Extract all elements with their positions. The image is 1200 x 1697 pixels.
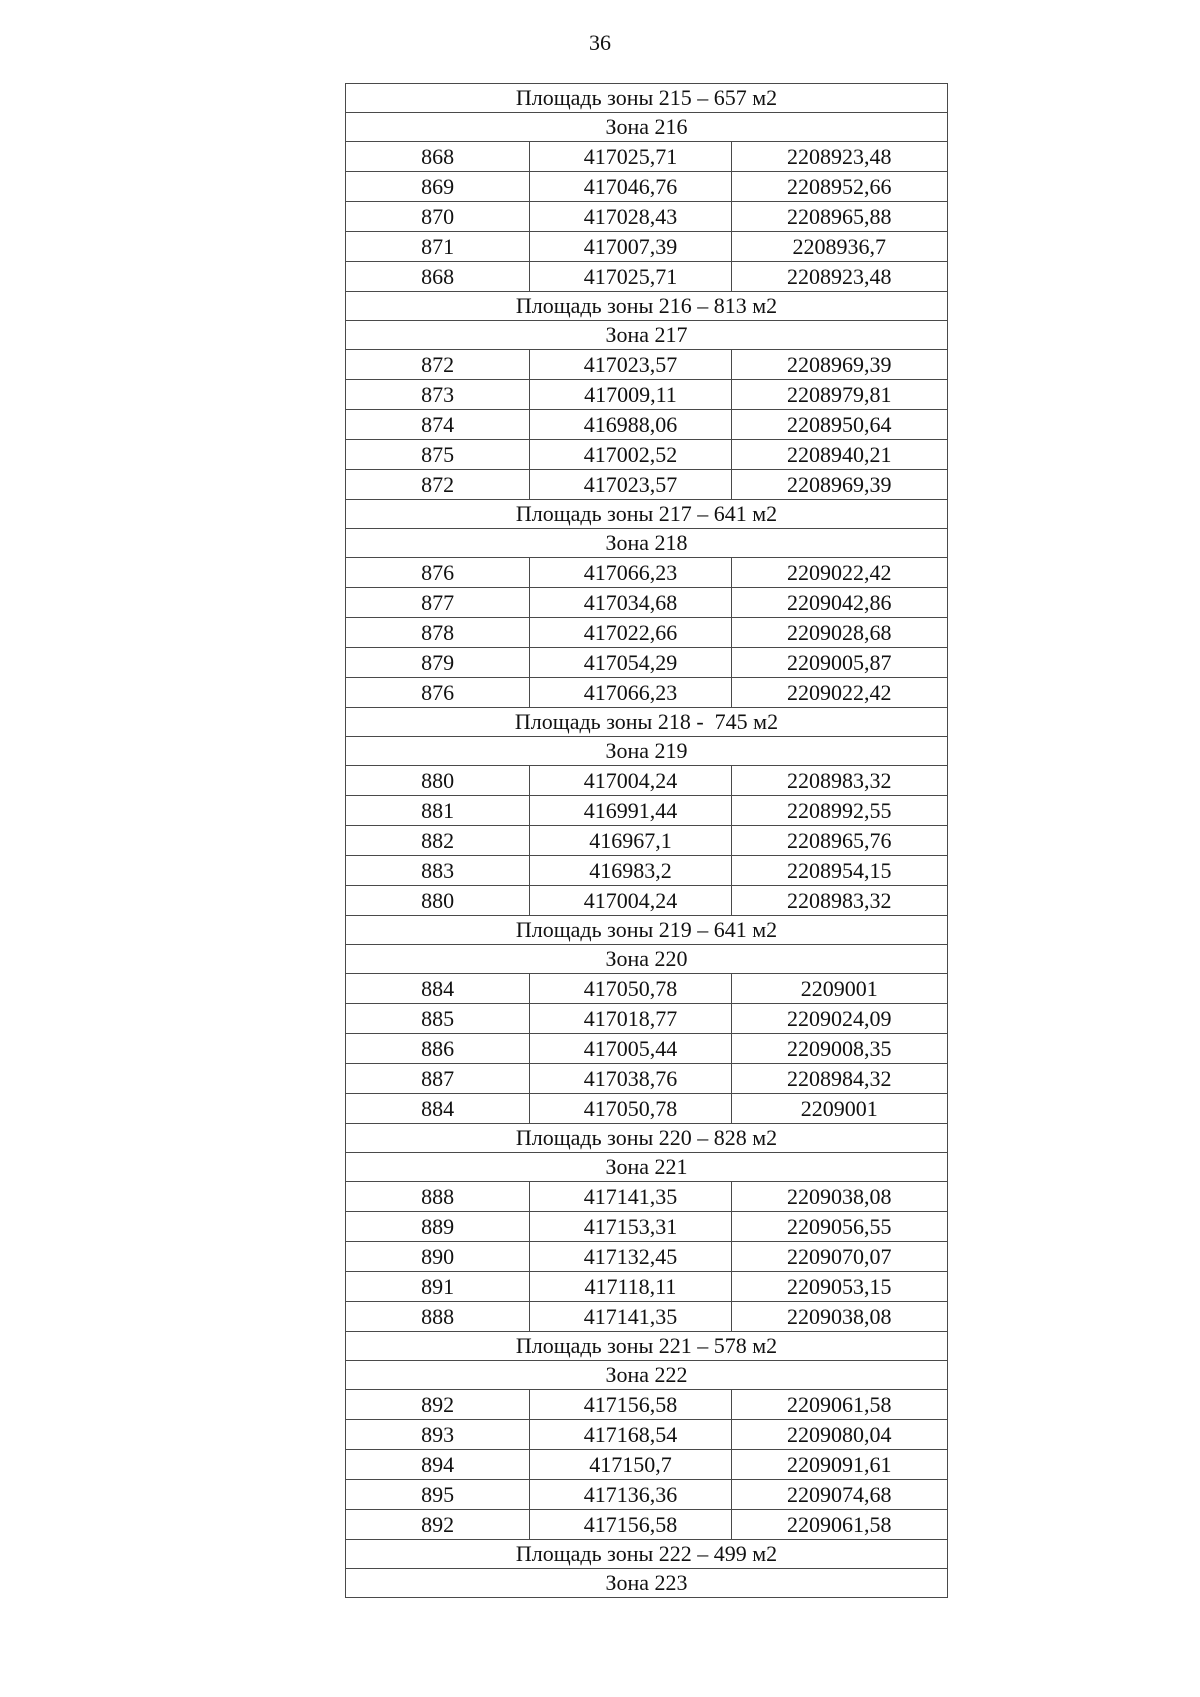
zone-area-label: Площадь зоны 222 – 499 м2: [346, 1540, 948, 1569]
y-coordinate-cell: 2209074,68: [731, 1480, 947, 1510]
zone-title: Зона 223: [346, 1569, 948, 1598]
point-row: [346, 826, 948, 856]
x-coordinate-cell: 416991,44: [530, 796, 731, 826]
point-number-cell: 877: [346, 588, 530, 618]
zone-area-row: [346, 292, 948, 321]
point-row: [346, 886, 948, 916]
x-coordinate-cell: 417132,45: [530, 1242, 731, 1272]
point-number-cell: 872: [346, 470, 530, 500]
x-coordinate-cell: 417023,57: [530, 350, 731, 380]
x-coordinate-cell: 417004,24: [530, 886, 731, 916]
point-number-cell: 876: [346, 678, 530, 708]
y-coordinate-cell: 2209056,55: [731, 1212, 947, 1242]
point-row: [346, 588, 948, 618]
zone-coordinates-table: [345, 83, 948, 1598]
point-number-cell: 881: [346, 796, 530, 826]
point-row: [346, 856, 948, 886]
point-row: [346, 1480, 948, 1510]
zone-area-row: [346, 916, 948, 945]
point-row: [346, 202, 948, 232]
point-row: [346, 232, 948, 262]
zone-area-row: [346, 1124, 948, 1153]
x-coordinate-cell: 416988,06: [530, 410, 731, 440]
point-row: [346, 1510, 948, 1540]
point-row: [346, 558, 948, 588]
zone-title: Зона 222: [346, 1361, 948, 1390]
point-row: [346, 648, 948, 678]
y-coordinate-cell: 2209028,68: [731, 618, 947, 648]
point-number-cell: 893: [346, 1420, 530, 1450]
zone-area-label: Площадь зоны 220 – 828 м2: [346, 1124, 948, 1153]
x-coordinate-cell: 417156,58: [530, 1510, 731, 1540]
y-coordinate-cell: 2209038,08: [731, 1182, 947, 1212]
zone-area-label: Площадь зоны 219 – 641 м2: [346, 916, 948, 945]
point-row: [346, 350, 948, 380]
y-coordinate-cell: 2209053,15: [731, 1272, 947, 1302]
y-coordinate-cell: 2209001: [731, 1094, 947, 1124]
y-coordinate-cell: 2208983,32: [731, 766, 947, 796]
y-coordinate-cell: 2208969,39: [731, 470, 947, 500]
x-coordinate-cell: 417066,23: [530, 678, 731, 708]
point-row: [346, 796, 948, 826]
point-number-cell: 885: [346, 1004, 530, 1034]
y-coordinate-cell: 2209080,04: [731, 1420, 947, 1450]
zone-header-row: [346, 737, 948, 766]
point-row: [346, 766, 948, 796]
point-row: [346, 172, 948, 202]
x-coordinate-cell: 417025,71: [530, 262, 731, 292]
point-number-cell: 870: [346, 202, 530, 232]
point-number-cell: 884: [346, 1094, 530, 1124]
zone-title: Зона 220: [346, 945, 948, 974]
y-coordinate-cell: 2208965,76: [731, 826, 947, 856]
x-coordinate-cell: 417009,11: [530, 380, 731, 410]
y-coordinate-cell: 2209001: [731, 974, 947, 1004]
zone-area-row: [346, 1332, 948, 1361]
point-row: [346, 1064, 948, 1094]
point-number-cell: 875: [346, 440, 530, 470]
y-coordinate-cell: 2208950,64: [731, 410, 947, 440]
x-coordinate-cell: 417156,58: [530, 1390, 731, 1420]
point-number-cell: 878: [346, 618, 530, 648]
point-row: [346, 1302, 948, 1332]
point-number-cell: 872: [346, 350, 530, 380]
point-row: [346, 1004, 948, 1034]
point-number-cell: 895: [346, 1480, 530, 1510]
zone-area-row: [346, 1540, 948, 1569]
y-coordinate-cell: 2208992,55: [731, 796, 947, 826]
y-coordinate-cell: 2208923,48: [731, 262, 947, 292]
y-coordinate-cell: 2208965,88: [731, 202, 947, 232]
zone-header-row: [346, 321, 948, 350]
x-coordinate-cell: 417005,44: [530, 1034, 731, 1064]
x-coordinate-cell: 417025,71: [530, 142, 731, 172]
point-row: [346, 618, 948, 648]
y-coordinate-cell: 2209042,86: [731, 588, 947, 618]
point-row: [346, 678, 948, 708]
zone-title: Зона 218: [346, 529, 948, 558]
y-coordinate-cell: 2208936,7: [731, 232, 947, 262]
y-coordinate-cell: 2208984,32: [731, 1064, 947, 1094]
point-number-cell: 871: [346, 232, 530, 262]
zone-title: Зона 219: [346, 737, 948, 766]
x-coordinate-cell: 417034,68: [530, 588, 731, 618]
point-number-cell: 884: [346, 974, 530, 1004]
point-number-cell: 880: [346, 766, 530, 796]
point-row: [346, 1034, 948, 1064]
zone-header-row: [346, 1361, 948, 1390]
point-number-cell: 892: [346, 1510, 530, 1540]
x-coordinate-cell: 417022,66: [530, 618, 731, 648]
zone-area-label: Площадь зоны 221 – 578 м2: [346, 1332, 948, 1361]
y-coordinate-cell: 2209005,87: [731, 648, 947, 678]
point-number-cell: 869: [346, 172, 530, 202]
point-number-cell: 892: [346, 1390, 530, 1420]
point-row: [346, 1272, 948, 1302]
x-coordinate-cell: 417046,76: [530, 172, 731, 202]
point-row: [346, 470, 948, 500]
zone-area-row: [346, 708, 948, 737]
zone-header-row: [346, 945, 948, 974]
y-coordinate-cell: 2208983,32: [731, 886, 947, 916]
y-coordinate-cell: 2208952,66: [731, 172, 947, 202]
point-number-cell: 888: [346, 1182, 530, 1212]
x-coordinate-cell: 416967,1: [530, 826, 731, 856]
y-coordinate-cell: 2209024,09: [731, 1004, 947, 1034]
x-coordinate-cell: 417150,7: [530, 1450, 731, 1480]
zone-area-row: [346, 84, 948, 113]
y-coordinate-cell: 2209022,42: [731, 678, 947, 708]
x-coordinate-cell: 417136,36: [530, 1480, 731, 1510]
point-number-cell: 887: [346, 1064, 530, 1094]
point-row: [346, 440, 948, 470]
zone-area-label: Площадь зоны 218 - 745 м2: [346, 708, 948, 737]
x-coordinate-cell: 417038,76: [530, 1064, 731, 1094]
zone-title: Зона 216: [346, 113, 948, 142]
point-row: [346, 974, 948, 1004]
y-coordinate-cell: 2209091,61: [731, 1450, 947, 1480]
x-coordinate-cell: 417054,29: [530, 648, 731, 678]
point-row: [346, 1094, 948, 1124]
page-number: 36: [589, 30, 611, 55]
point-number-cell: 873: [346, 380, 530, 410]
zone-header-row: [346, 113, 948, 142]
x-coordinate-cell: 417153,31: [530, 1212, 731, 1242]
x-coordinate-cell: 417023,57: [530, 470, 731, 500]
point-number-cell: 879: [346, 648, 530, 678]
x-coordinate-cell: 417168,54: [530, 1420, 731, 1450]
x-coordinate-cell: 417002,52: [530, 440, 731, 470]
point-number-cell: 886: [346, 1034, 530, 1064]
zone-header-row: [346, 1569, 948, 1598]
zone-area-label: Площадь зоны 217 – 641 м2: [346, 500, 948, 529]
zone-area-row: [346, 500, 948, 529]
y-coordinate-cell: 2208979,81: [731, 380, 947, 410]
x-coordinate-cell: 417007,39: [530, 232, 731, 262]
point-number-cell: 883: [346, 856, 530, 886]
y-coordinate-cell: 2208923,48: [731, 142, 947, 172]
point-number-cell: 868: [346, 142, 530, 172]
zone-header-row: [346, 529, 948, 558]
point-number-cell: 876: [346, 558, 530, 588]
x-coordinate-cell: 417118,11: [530, 1272, 731, 1302]
point-row: [346, 142, 948, 172]
x-coordinate-cell: 417050,78: [530, 974, 731, 1004]
x-coordinate-cell: 417004,24: [530, 766, 731, 796]
x-coordinate-cell: 417141,35: [530, 1302, 731, 1332]
zone-title: Зона 221: [346, 1153, 948, 1182]
zone-header-row: [346, 1153, 948, 1182]
point-number-cell: 894: [346, 1450, 530, 1480]
zone-area-label: Площадь зоны 216 – 813 м2: [346, 292, 948, 321]
point-row: [346, 1212, 948, 1242]
point-row: [346, 1182, 948, 1212]
point-number-cell: 882: [346, 826, 530, 856]
y-coordinate-cell: 2208940,21: [731, 440, 947, 470]
x-coordinate-cell: 417066,23: [530, 558, 731, 588]
zone-area-label: Площадь зоны 215 – 657 м2: [346, 84, 948, 113]
point-row: [346, 1420, 948, 1450]
point-number-cell: 874: [346, 410, 530, 440]
point-row: [346, 410, 948, 440]
point-number-cell: 891: [346, 1272, 530, 1302]
x-coordinate-cell: 417141,35: [530, 1182, 731, 1212]
point-number-cell: 868: [346, 262, 530, 292]
point-row: [346, 380, 948, 410]
point-row: [346, 1242, 948, 1272]
table-body: [346, 84, 948, 1598]
point-row: [346, 1390, 948, 1420]
y-coordinate-cell: 2209070,07: [731, 1242, 947, 1272]
point-number-cell: 889: [346, 1212, 530, 1242]
y-coordinate-cell: 2208969,39: [731, 350, 947, 380]
y-coordinate-cell: 2209038,08: [731, 1302, 947, 1332]
point-number-cell: 880: [346, 886, 530, 916]
point-row: [346, 1450, 948, 1480]
y-coordinate-cell: 2208954,15: [731, 856, 947, 886]
point-number-cell: 888: [346, 1302, 530, 1332]
y-coordinate-cell: 2209022,42: [731, 558, 947, 588]
point-number-cell: 890: [346, 1242, 530, 1272]
zone-title: Зона 217: [346, 321, 948, 350]
y-coordinate-cell: 2209061,58: [731, 1390, 947, 1420]
x-coordinate-cell: 417018,77: [530, 1004, 731, 1034]
x-coordinate-cell: 417028,43: [530, 202, 731, 232]
y-coordinate-cell: 2209008,35: [731, 1034, 947, 1064]
x-coordinate-cell: 416983,2: [530, 856, 731, 886]
point-row: [346, 262, 948, 292]
y-coordinate-cell: 2209061,58: [731, 1510, 947, 1540]
x-coordinate-cell: 417050,78: [530, 1094, 731, 1124]
